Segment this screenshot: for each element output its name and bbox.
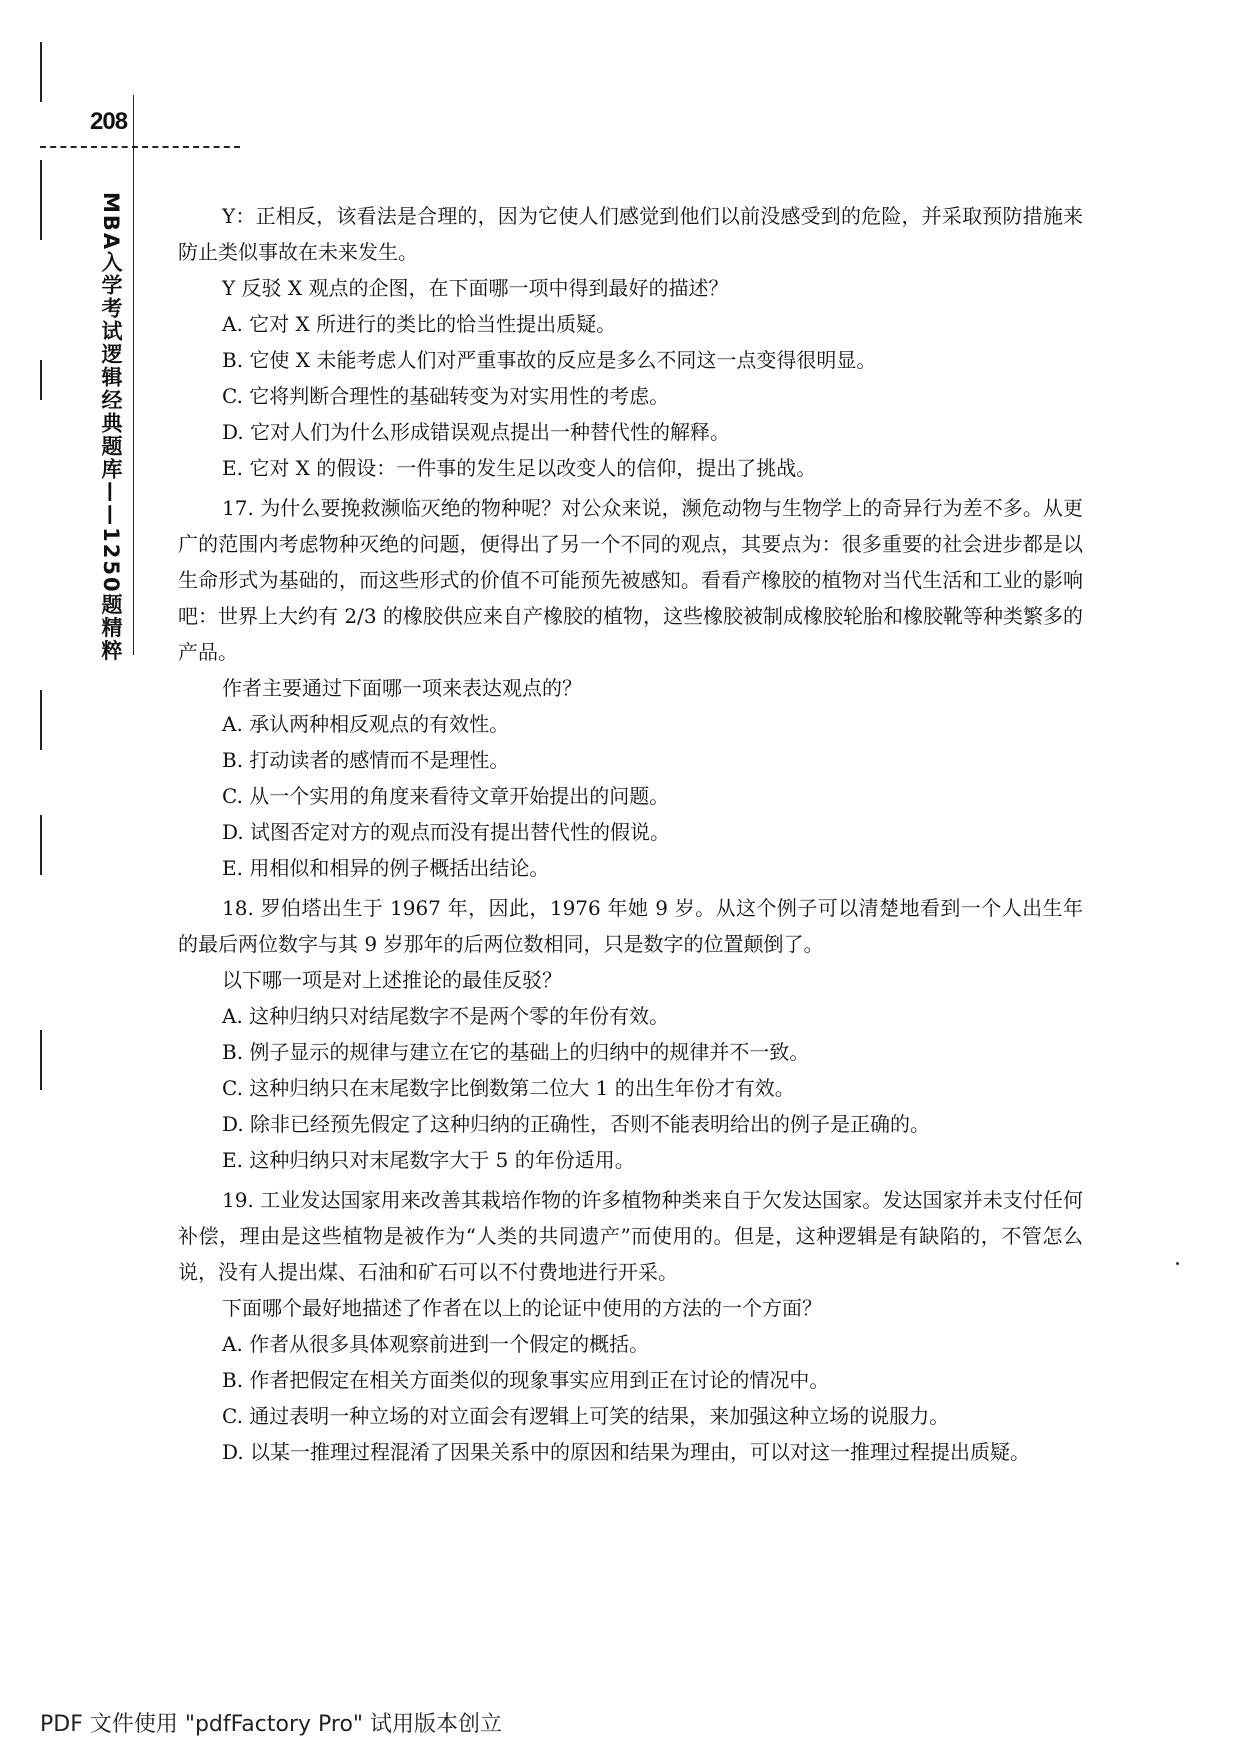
answer-option: A. 承认两种相反观点的有效性。 xyxy=(222,712,510,736)
answer-option: E. 它对 X 的假设：一件事的发生足以改变人的信仰，提出了挑战。 xyxy=(222,456,817,480)
answer-option: B. 它使 X 未能考虑人们对严重事故的反应是多么不同这一点变得很明显。 xyxy=(222,348,877,372)
answer-option: D. 试图否定对方的观点而没有提出替代性的假说。 xyxy=(222,820,671,844)
margin-rule xyxy=(40,360,42,400)
running-title: MBA入学考试逻辑经典题库——1250题精粹 xyxy=(99,192,123,663)
answer-option: D. 以某一推理过程混淆了因果关系中的原因和结果为理由，可以对这一推理过程提出质疑。 xyxy=(222,1440,1031,1464)
answer-option: B. 打动读者的感情而不是理性。 xyxy=(222,748,510,772)
scan-speck xyxy=(1176,1262,1179,1265)
text-paragraph: Y 反驳 X 观点的企图，在下面哪一项中得到最好的描述？ xyxy=(222,276,729,300)
text-paragraph: 下面哪个最好地描述了作者在以上的论证中使用的方法的一个方面？ xyxy=(222,1296,822,1320)
answer-option: D. 它对人们为什么形成错误观点提出一种替代性的解释。 xyxy=(222,420,731,444)
answer-option: C. 从一个实用的角度来看待文章开始提出的问题。 xyxy=(222,784,670,808)
answer-option: B. 例子显示的规律与建立在它的基础上的归纳中的规律并不一致。 xyxy=(222,1040,810,1064)
answer-option: C. 这种归纳只在末尾数字比倒数第二位大 1 的出生年份才有效。 xyxy=(222,1076,795,1100)
question-paragraph: 18. 罗伯塔出生于 1967 年，因此，1976 年她 9 岁。从这个例子可以清楚地看到一个人出生年的最后两位数字与其 9 岁那年的后两位数相同，只是数字的位置颠倒了。 xyxy=(178,896,1083,956)
text-paragraph: Y：正相反，该看法是合理的，因为它使人们感觉到他们以前没感受到的危险，并采取预防措施来防止类似事故在未来发生。 xyxy=(178,204,1083,264)
margin-rule xyxy=(40,690,42,750)
answer-option: E. 这种归纳只对末尾数字大于 5 的年份适用。 xyxy=(222,1148,635,1172)
margin-rule xyxy=(40,42,42,102)
answer-option: E. 用相似和相异的例子概括出结论。 xyxy=(222,856,550,880)
answer-option: D. 除非已经预先假定了这种归纳的正确性，否则不能表明给出的例子是正确的。 xyxy=(222,1112,931,1136)
text-paragraph: 以下哪一项是对上述推论的最佳反驳？ xyxy=(222,968,562,992)
header-rule xyxy=(40,146,240,148)
answer-option: C. 它将判断合理性的基础转变为对实用性的考虑。 xyxy=(222,384,670,408)
question-paragraph: 19. 工业发达国家用来改善其栽培作物的许多植物种类来自于欠发达国家。发达国家并未支付任何补偿，理由是这些植物是被作为“人类的共同遗产”而使用的。但是，这种逻辑是有缺陷的，不管怎么说，没有人提出煤、石油和矿石可以不付费地进行开采。 xyxy=(178,1188,1083,1284)
answer-option: B. 作者把假定在相关方面类似的现象事实应用到正在讨论的情况中。 xyxy=(222,1368,830,1392)
margin-rule xyxy=(40,815,42,875)
answer-option: A. 它对 X 所进行的类比的恰当性提出质疑。 xyxy=(222,312,617,336)
text-paragraph: 作者主要通过下面哪一项来表达观点的？ xyxy=(222,676,582,700)
question-paragraph: 17. 为什么要挽救濒临灭绝的物种呢？对公众来说，濒危动物与生物学上的奇异行为差不多。从更广的范围内考虑物种灭绝的问题，便得出了另一个不同的观点，其要点为：很多重要的社会进步都是以生命形式为基础的，而这些形式的价值不可能预先被感知。看看产橡胶的植物对当代生活和工业的影响吧：世界上大约有 2/3 的橡胶供应来自产橡胶的植物，这些橡胶被制成橡胶轮胎和橡胶靴等种类繁多的产品。 xyxy=(178,496,1083,664)
margin-rule xyxy=(40,160,42,240)
answer-option: A. 作者从很多具体观察前进到一个假定的概括。 xyxy=(222,1332,650,1356)
page-body xyxy=(178,198,1083,1470)
answer-option: A. 这种归纳只对结尾数字不是两个零的年份有效。 xyxy=(222,1004,670,1028)
margin-rule xyxy=(40,1030,42,1090)
answer-option: C. 通过表明一种立场的对立面会有逻辑上可笑的结果，来加强这种立场的说服力。 xyxy=(222,1404,950,1428)
pdf-footer: PDF 文件使用 "pdfFactory Pro" 试用版本创立 xyxy=(40,1712,503,1737)
margin-rule xyxy=(133,95,134,655)
page-number: 208 xyxy=(90,108,128,135)
